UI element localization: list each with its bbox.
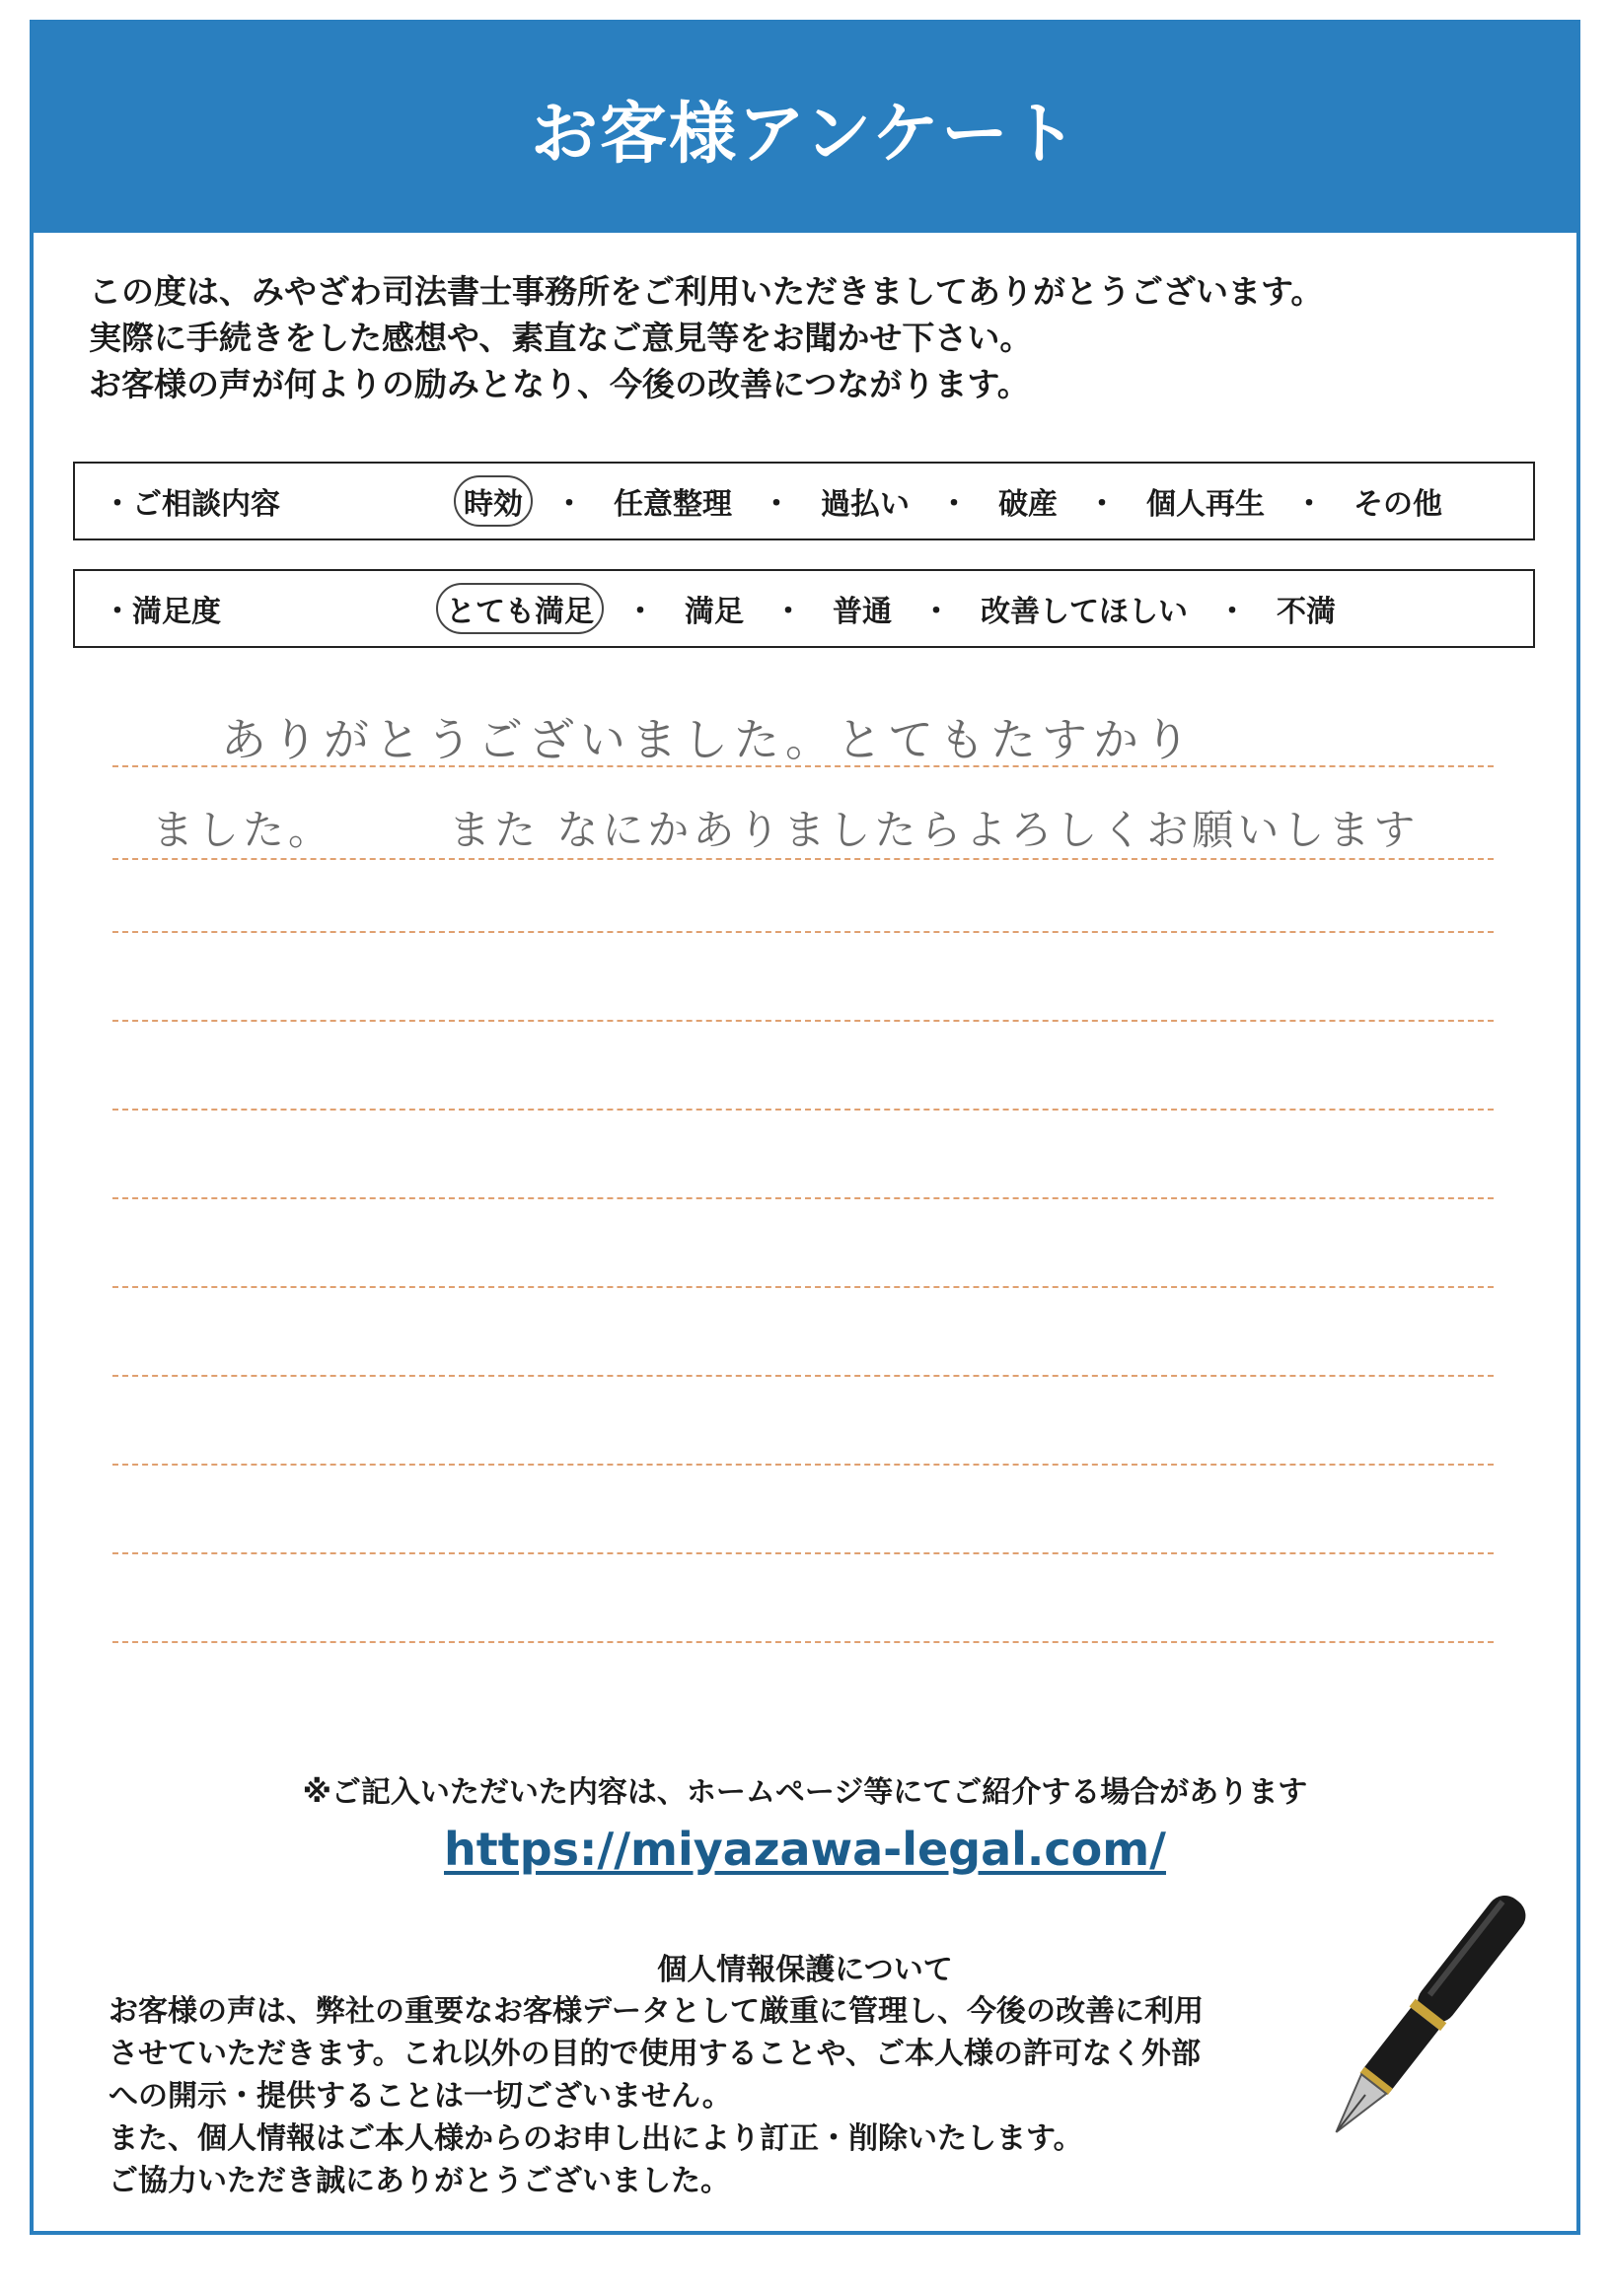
option-separator: ・ bbox=[1294, 487, 1324, 522]
consultation-option[interactable]: 個人再生 bbox=[1146, 487, 1265, 522]
privacy-line: ご協力いただき誠にありがとうございました。 bbox=[109, 2164, 730, 2198]
intro-line: 実際に手続きをした感想や、素直なご意見等をお聞かせ下さい。 bbox=[89, 319, 1033, 357]
writing-line bbox=[112, 1286, 1494, 1288]
satisfaction-option[interactable]: 普通 bbox=[833, 595, 892, 629]
consultation-box bbox=[73, 462, 1535, 540]
consultation-option-selected[interactable]: 時効 bbox=[454, 475, 533, 527]
option-separator: ・ bbox=[773, 595, 803, 629]
consultation-options bbox=[454, 475, 1450, 527]
option-separator: ・ bbox=[921, 595, 951, 629]
survey-intro bbox=[89, 268, 1529, 407]
consultation-option[interactable]: 破産 bbox=[998, 487, 1058, 522]
option-separator: ・ bbox=[1217, 595, 1247, 629]
survey-sheet bbox=[30, 20, 1580, 2235]
option-separator: ・ bbox=[762, 487, 791, 522]
consultation-option[interactable]: 任意整理 bbox=[614, 487, 732, 522]
writing-line bbox=[112, 1641, 1494, 1643]
writing-line bbox=[112, 1109, 1494, 1111]
writing-line bbox=[112, 1197, 1494, 1199]
satisfaction-options bbox=[436, 583, 1344, 634]
privacy-line: させていただきます。これ以外の目的で使用することや、ご本人様の許可なく外部 bbox=[109, 2037, 1201, 2071]
survey-title: お客様アンケート bbox=[531, 95, 1079, 174]
option-separator: ・ bbox=[554, 487, 584, 522]
fountain-pen-icon bbox=[1296, 1868, 1553, 2164]
satisfaction-box bbox=[73, 569, 1535, 648]
consultation-option[interactable]: 過払い bbox=[821, 487, 910, 522]
pen-cap bbox=[1411, 1889, 1533, 2030]
satisfaction-option[interactable]: 不満 bbox=[1277, 595, 1336, 629]
privacy-line: への開示・提供することは一切ございません。 bbox=[109, 2079, 732, 2114]
privacy-body bbox=[109, 1990, 1352, 2202]
consultation-label: ・ご相談内容 bbox=[103, 487, 280, 522]
website-link[interactable]: https://miyazawa-legal.com/ bbox=[444, 1823, 1166, 1876]
writing-line bbox=[112, 1464, 1494, 1466]
handwritten-comment-line: ありがとうございました。とてもたすかり bbox=[221, 713, 1196, 766]
privacy-line: お客様の声は、弊社の重要なお客様データとして厳重に管理し、今後の改善に利用 bbox=[109, 1994, 1204, 2029]
writing-line bbox=[112, 931, 1494, 933]
intro-line: お客様の声が何よりの励みとなり、今後の改善につながります。 bbox=[89, 365, 1030, 403]
satisfaction-label: ・満足度 bbox=[103, 595, 221, 629]
privacy-line: また、個人情報はご本人様からのお申し出により訂正・削除いたします。 bbox=[109, 2121, 1083, 2156]
writing-line bbox=[112, 858, 1494, 860]
consultation-option[interactable]: その他 bbox=[1354, 487, 1442, 522]
survey-header bbox=[34, 24, 1576, 233]
privacy-title: 個人情報保護について bbox=[657, 1953, 953, 1987]
satisfaction-option-selected[interactable]: とても満足 bbox=[436, 583, 604, 634]
handwritten-comment-line: ました。 また なにかありましたらよろしくお願いします bbox=[152, 806, 1420, 854]
writing-line bbox=[112, 1552, 1494, 1554]
satisfaction-option[interactable]: 満足 bbox=[685, 595, 744, 629]
writing-line bbox=[112, 1375, 1494, 1377]
writing-line bbox=[112, 1020, 1494, 1022]
satisfaction-option[interactable]: 改善してほしい bbox=[981, 595, 1188, 629]
publication-notice: ※ご記入いただいた内容は、ホームページ等にてご紹介する場合があります bbox=[302, 1775, 1308, 1810]
option-separator: ・ bbox=[625, 595, 655, 629]
intro-line: この度は、みやざわ司法書士事務所をご利用いただきましてありがとうございます。 bbox=[89, 272, 1324, 311]
option-separator: ・ bbox=[1087, 487, 1117, 522]
option-separator: ・ bbox=[939, 487, 969, 522]
